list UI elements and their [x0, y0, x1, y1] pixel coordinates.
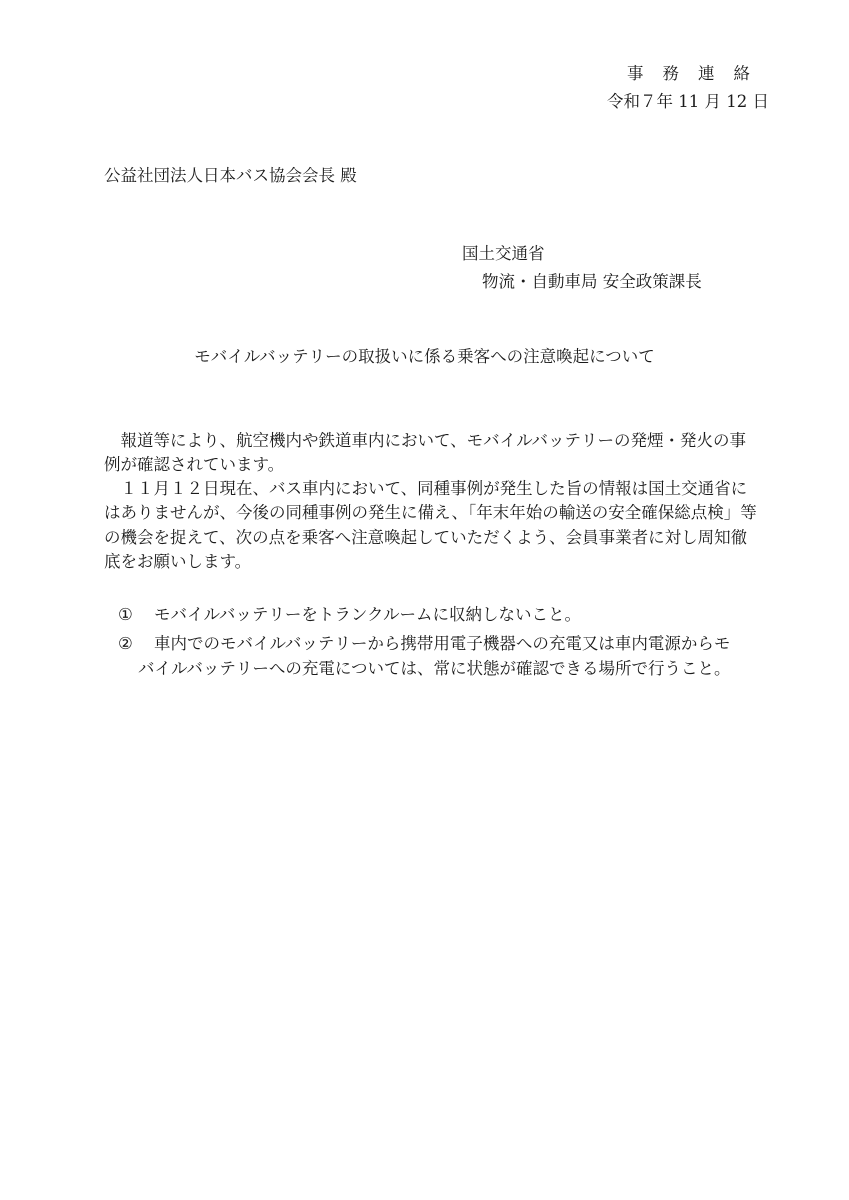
- list-item: [118, 601, 581, 625]
- body-line: はありませんが、今後の同種事例の発生に備え、「年末年始の輸送の安全確保総点検」等: [104, 503, 757, 522]
- list-item-number: ②: [118, 634, 133, 653]
- sender-department: 物流・自動車局 安全政策課長: [482, 272, 702, 291]
- document-date: 令和７年 11 月 12 日: [607, 92, 769, 111]
- list-item-continuation: バイルバッテリーへの充電については、常に状態が確認できる場所で行うこと。: [138, 659, 731, 678]
- document-subject: モバイルバッテリーの取扱いに係る乗客への注意喚起について: [194, 347, 655, 366]
- list-item-text: 車内でのモバイルバッテリーから携帯用電子機器への充電又は車内電源からモ: [154, 634, 731, 653]
- document-type: 事務連絡: [627, 64, 769, 83]
- body-line: 報道等により、航空機内や鉄道車内において、モバイルバッテリーの発煙・発火の事: [104, 431, 747, 450]
- sender-organization: 国土交通省: [462, 244, 545, 263]
- body-line: １１月１２日現在、バス車内において、同種事例が発生した旨の情報は国土交通省に: [104, 479, 748, 498]
- addressee: 公益社団法人日本バス協会会長 殿: [104, 166, 357, 185]
- body-line: 例が確認されています。: [104, 455, 285, 474]
- list-item: [118, 630, 730, 654]
- list-item-text: モバイルバッテリーをトランクルームに収納しないこと。: [154, 605, 582, 624]
- list-item-number: ①: [118, 605, 133, 624]
- body-line: の機会を捉えて、次の点を乗客へ注意喚起していただくよう、会員事業者に対し周知徹: [104, 528, 748, 547]
- body-line: 底をお願いします。: [104, 552, 252, 571]
